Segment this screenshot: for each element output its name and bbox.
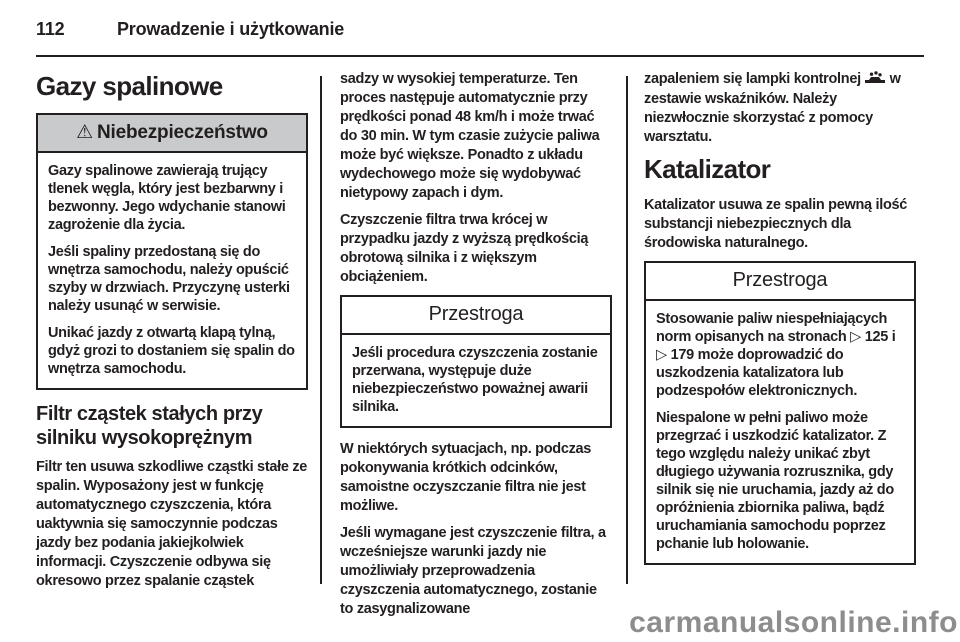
caution-paragraph: Stosowanie paliw niespełniających norm opisanych na stronach ▷ 125 i ▷ 179 może doprowadzić do uszkodzenia katalizatora lub podzespołów elektronicznych. [656,311,896,399]
body-paragraph: Katalizator usuwa ze spalin pewną ilość substancji niebezpiecznych dla środowiska naturalnego. [644,197,908,251]
caution-paragraph: Niespalone w pełni paliwo może przegrzać i uszkodzić katalizator. Z tego względu należy unikać zbyt długiego używania rozrusznika, gdy silnik się nie uruchamia, jazdy aż do opróżnienia zbiornika paliwa, bądź uruchamiania samochodu poprzez pchanie lub holowanie. [656,410,894,552]
danger-box [36,113,308,390]
caution-box-catalytic [644,261,916,565]
column-left [36,70,308,599]
danger-box-title [38,115,306,153]
body-paragraph: Filtr ten usuwa szkodliwe cząstki stałe ze spalin. Wyposażony jest w funkcję automatycznego czyszczenia, która uaktywnia się samoczynnie podczas jazdy bez podania jakiejkolwiek informacji. Czyszczenie odbywa się okresowo przez spalanie cząstek [36,459,308,589]
lamp-text-before: zapaleniem się lampki kontrolnej [644,71,861,87]
chapter-title: Prowadzenie i użytkowanie [117,19,345,39]
heading-exhaust-gases: Gazy spalinowe [36,71,223,101]
page-number: 112 [36,19,65,39]
heading-particle-filter: Filtr cząstek stałych przy silniku wysokoprężnym [36,403,263,449]
danger-box-body [38,153,306,388]
warning-triangle-icon: ⚠ [76,122,94,143]
caution-box-dpf [340,295,612,428]
danger-box-title-label: Niebezpieczeństwo [97,122,268,143]
watermark: carmanualsonline.info [629,606,958,639]
heading-catalytic-converter: Katalizator [644,154,771,184]
danger-paragraph: Gazy spalinowe zawierają trujący tlenek węgla, który jest bezbarwny i bezwonny. Jego wdychanie stanowi zagrożenie dla życia. [48,163,286,233]
caution-box-body [646,301,914,563]
body-paragraph: sadzy w wysokiej temperaturze. Ten proces następuje automatycznie przy prędkości ponad 48 km/h i może trwać do 30 min. W tym czasie zużycie paliwa może być większe. Ponadto z układu wydechowego może się wydobywać nietypowy zapach i dym. [340,71,600,201]
danger-paragraph: Jeśli spaliny przedostaną się do wnętrza samochodu, należy opuścić szyby w drzwiach. Przyczynę usterki należy usunąć w serwisie. [48,244,290,314]
caution-paragraph: Jeśli procedura czyszczenia zostanie przerwana, występuje duże niebezpieczeństwo poważnej awarii silnika. [352,345,598,415]
danger-paragraph: Unikać jazdy z otwartą klapą tylną, gdyż grozi to dostaniem się spalin do wnętrza samochodu. [48,325,295,377]
column-divider-left [320,76,322,584]
column-right [644,70,916,577]
body-paragraph: Czyszczenie filtra trwa krócej w przypadku jazdy z wyższą prędkością obrotową silnika i z większym obciążeniem. [340,212,589,285]
column-divider-right [626,76,628,584]
body-paragraph: W niektórych sytuacjach, np. podczas pokonywania krótkich odcinków, samoistne oczyszczanie filtra nie jest możliwe. [340,441,592,514]
caution-box-title: Przestroga [342,297,610,335]
column-middle [340,70,612,627]
dpf-indicator-icon [864,71,886,90]
caution-box-title: Przestroga [646,263,914,301]
caution-box-body [342,335,610,426]
body-paragraph-with-indicator [644,70,916,147]
body-paragraph: Jeśli wymagane jest czyszczenie filtra, a wcześniejsze warunki jazdy nie umożliwiały przeprowadzenia czyszczenia automatycznego, zostanie to zasygnalizowane [340,525,606,617]
lamp-text-after: w zestawie wskaźników. Należy niezwłocznie skorzystać z pomocy warsztatu. [644,71,901,145]
header-rule [36,55,924,57]
